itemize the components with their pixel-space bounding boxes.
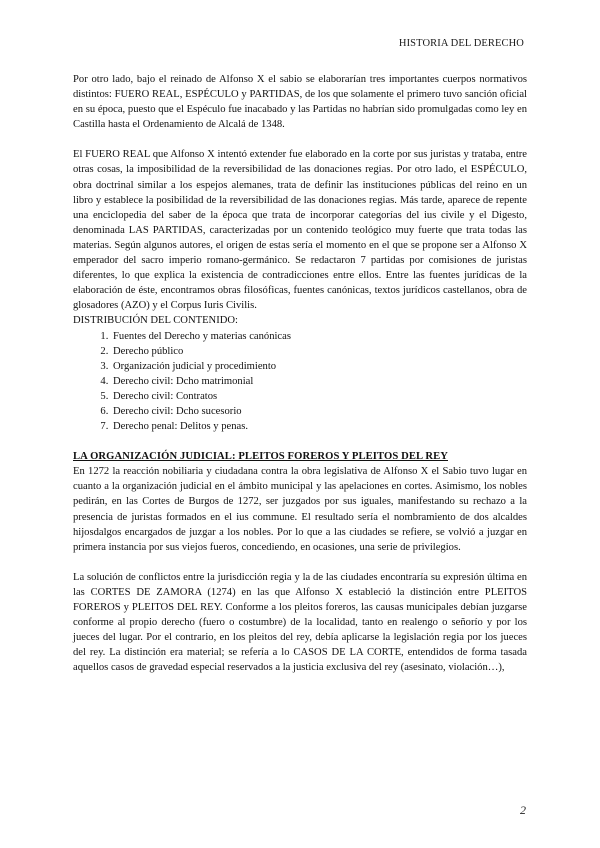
distribution-list <box>73 329 527 435</box>
paragraph-spacer <box>73 132 527 147</box>
list-item: 2. Derecho público <box>111 344 527 359</box>
section-title: LA ORGANIZACIÓN JUDICIAL: PLEITOS FOREROS Y PLEITOS DEL REY <box>73 451 448 463</box>
paragraph-spacer <box>73 434 527 449</box>
list-item: 6. Derecho civil: Dcho sucesorio <box>111 404 527 419</box>
list-item: 7. Derecho penal: Delitos y penas. <box>111 419 527 434</box>
list-item: 1. Fuentes del Derecho y materias canónicas <box>111 329 527 344</box>
list-item: 4. Derecho civil: Dcho matrimonial <box>111 374 527 389</box>
paragraph-fuero-real: El FUERO REAL que Alfonso X intentó extender fue elaborado en la corte por sus juristas y trataba, entre otras cosas, la imposibilidad de la reversibilidad de las donaciones regias. Por otro lado, el ESPÉCULO, obra doctrinal similar a los espejos alemanes, trata de definir las instituciones públicas del reino en un libro y establece la posibilidad de la reversibilidad de las donaciones regias. Más tarde, aparece de repente una enciclopedia del saber de la época que trata de incorporar categorías del ius civile y el Digesto, denominada LAS PARTIDAS, caracterizadas por un contenido teológico muy fuerte que trata todas las materias. Según algunos autores, el origen de estas sería el momento en el que se propone ser a Alfonso X emperador del sacro imperio romano-germánico. Se redactaron 7 partidas por comisiones de juristas diferentes, lo que explica la existencia de contradicciones entre ellos. Entre las fuentes jurídicas de la elaboración de éste, encontramos obras filosóficas, fuentes canónicas, textos jurídicos castellanos, obra de glosadores (AZO) y el Corpus Iuris Civilis. <box>73 149 527 312</box>
paragraph-alfonso-cuerpos: Por otro lado, bajo el reinado de Alfonso X el sabio se elaborarían tres importantes cuerpos normativos distintos: FUERO REAL, ESPÉCULO y PARTIDAS, de los que solamente el primero tuvo sanción oficial en su época, puesto que el Espéculo fue inacabado y las Partidas no habrían sido promulgadas como ley en Castilla hasta el Ordenamiento de Alcalá de 1348. <box>73 74 527 131</box>
paragraph-spacer <box>73 555 527 570</box>
paragraph-reaccion-nobiliaria: En 1272 la reacción nobiliaria y ciudadana contra la obra legislativa de Alfonso X el Sabio tuvo lugar en cuanto a la organización judicial en el ámbito municipal y las apelaciones en cortes. Asimismo, los nobles pedirán, en las Cortes de Burgos de 1272, ser juzgados por sus iguales, manifestando su rechazo a la presencia de juristas formados en el ius commune. El resultado sería el nombramiento de dos alcaldes hijosdalgos encargados de juzgar a los nobles. Por lo que a las ciudades se refiere, se volvió a juzgar en primera instancia por sus viejos fueros, concediendo, en ocasiones, una serie de privilegios. <box>73 466 527 553</box>
distribution-heading: DISTRIBUCIÓN DEL CONTENIDO: <box>73 315 238 327</box>
list-item: 3. Organización judicial y procedimiento <box>111 359 527 374</box>
paragraph-cortes-zamora: La solución de conflictos entre la jurisdicción regia y la de las ciudades encontraría su expresión última en las CORTES DE ZAMORA (1274) en las que Alfonso X estableció la distinción entre PLEITOS FOREROS y PLEITOS DEL REY. Conforme a los pleitos foreros, las causas municipales debían juzgarse conforme al propio derecho (fuero o costumbre) de la localidad, tanto en realengo o señorío y por los jueces del lugar. Por el contrario, en los pleitos del rey, debía aplicarse la legislación regia por los jueces del rey. La distinción era material; se refería a lo CASOS DE LA CORTE, entendidos de forma tasada aquellos casos de gravedad especial reservados a la justicia exclusiva del rey (asesinato, violación…), <box>73 571 527 674</box>
running-header: HISTORIA DEL DERECHO <box>398 38 524 49</box>
page-number: 2 <box>520 803 526 817</box>
list-item: 5. Derecho civil: Contratos <box>111 389 527 404</box>
document-body <box>73 72 527 675</box>
